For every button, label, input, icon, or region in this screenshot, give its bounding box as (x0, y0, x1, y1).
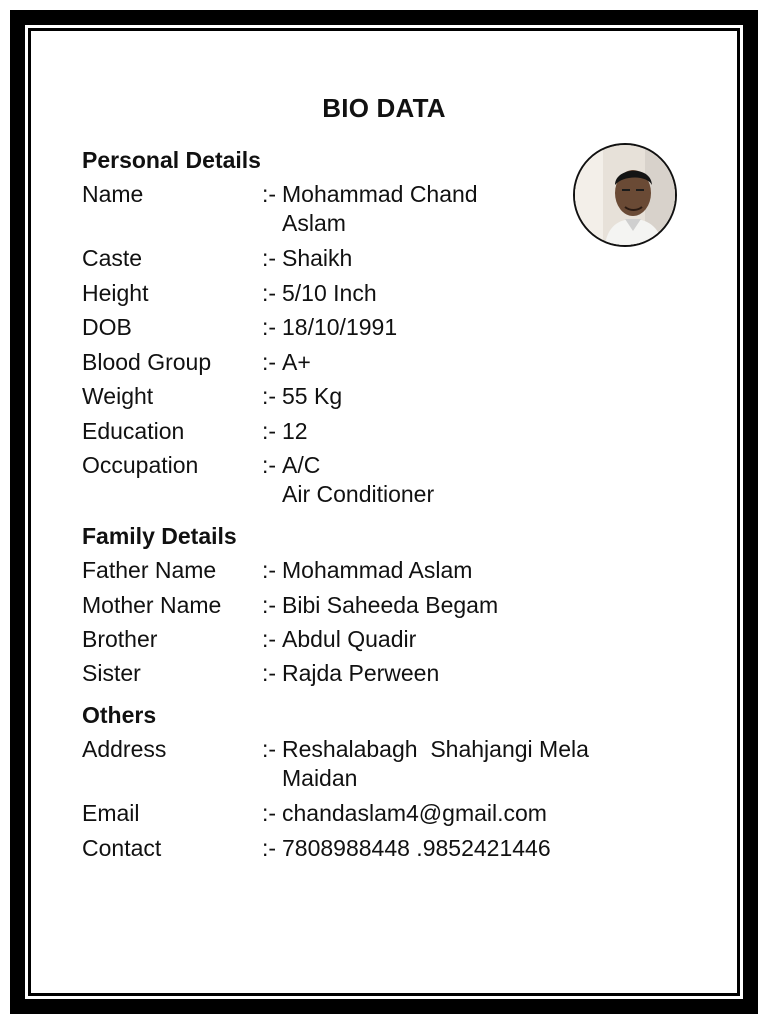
field-separator: :- (262, 557, 277, 583)
field-value: Bibi Saheeda Begam (282, 592, 499, 618)
field-value: 18/10/1991 (282, 314, 398, 340)
field-separator: :- (262, 660, 277, 686)
field-value: Mohammad Aslam (282, 557, 473, 583)
field-label: Education (82, 418, 185, 444)
field-value (282, 451, 642, 509)
field-separator: :- (262, 383, 277, 409)
field-value: chandaslam4@gmail.com (282, 800, 547, 826)
field-separator: :- (262, 626, 277, 652)
field-separator: :- (262, 349, 277, 375)
field-label: Mother Name (82, 592, 222, 618)
field-label: Height (82, 280, 149, 306)
field-label: Contact (82, 835, 162, 861)
field-separator: :- (262, 245, 277, 271)
section-heading-others: Others (82, 702, 157, 728)
field-separator: :- (262, 181, 277, 207)
field-separator: :- (262, 592, 277, 618)
field-label: Occupation (82, 452, 199, 478)
field-label: Brother (82, 626, 158, 652)
section-heading-personal: Personal Details (82, 147, 261, 173)
field-value: 7808988448 .9852421446 (282, 835, 551, 861)
section-heading-family: Family Details (82, 523, 237, 549)
field-label: Sister (82, 660, 141, 686)
field-label: Name (82, 181, 144, 207)
field-value: Rajda Perween (282, 660, 440, 686)
field-label: Blood Group (82, 349, 212, 375)
field-value: 55 Kg (282, 383, 343, 409)
field-separator: :- (262, 314, 277, 340)
page-title: BIO DATA (322, 93, 446, 123)
field-separator: :- (262, 800, 277, 826)
field-label: Father Name (82, 557, 217, 583)
field-separator: :- (262, 835, 277, 861)
field-value-line-2: Air Conditioner (282, 481, 435, 507)
field-value: 5/10 Inch (282, 280, 377, 306)
field-separator: :- (262, 280, 277, 306)
field-value-line: A/C (282, 452, 321, 478)
field-label: Address (82, 736, 167, 762)
field-separator: :- (262, 418, 277, 444)
field-value: Shaikh (282, 245, 353, 271)
field-value: Abdul Quadir (282, 626, 417, 652)
field-value-line: Reshalabagh Shahjangi Mela (282, 736, 589, 762)
field-label: Weight (82, 383, 154, 409)
field-separator: :- (262, 452, 277, 478)
field-value (282, 735, 642, 793)
field-value: A+ (282, 349, 311, 375)
field-label: DOB (82, 314, 132, 340)
field-label: Caste (82, 245, 143, 271)
field-separator: :- (262, 736, 277, 762)
field-value: 12 (282, 418, 308, 444)
field-value-line: Mohammad Chand (282, 181, 478, 207)
field-value (282, 180, 642, 238)
field-value-line-2: Aslam (282, 210, 346, 236)
field-value-line-2: Maidan (282, 765, 358, 791)
field-label: Email (82, 800, 140, 826)
